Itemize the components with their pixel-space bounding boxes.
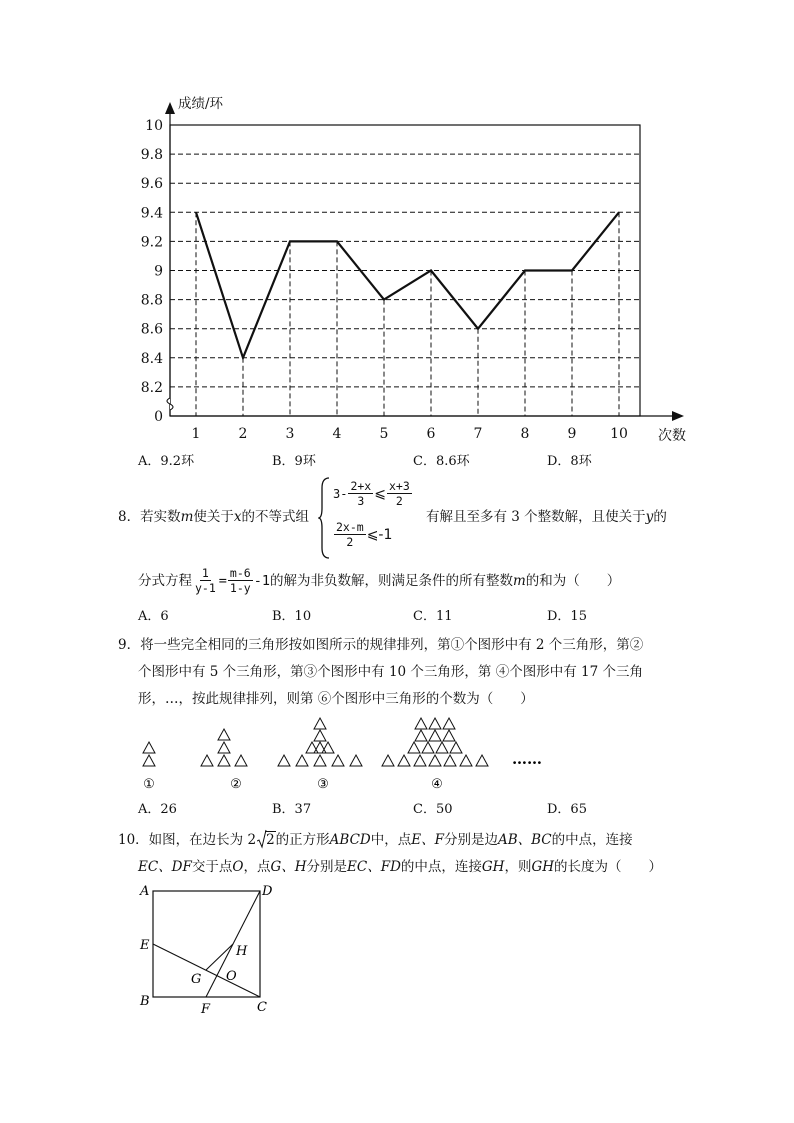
pattern-figure-1 <box>143 742 155 766</box>
inequality-1: 3- $\frac{2+x}{3}$ ⩽ $\frac{x+3}{2}$ <box>333 479 410 508</box>
square-geometry-figure <box>0 876 794 1026</box>
q8-stem-line1-tail: 有解且至多有 3 个整数解，且使关于y的 <box>426 509 667 525</box>
point-label-f: F <box>201 1002 211 1017</box>
y-tick-label: 8.2 <box>140 379 163 396</box>
q8-option-d[interactable]: D．15 <box>547 609 587 624</box>
x-tick-label: 10 <box>610 426 628 442</box>
y-tick-label: 9.4 <box>140 205 163 222</box>
q9-option-d[interactable]: D．65 <box>547 802 587 817</box>
y-tick-label: 10 <box>145 118 163 134</box>
y-tick-label: 0 <box>154 409 163 425</box>
y-tick-label: 9 <box>154 263 163 280</box>
q7-option-b[interactable]: B．9环 <box>272 454 316 469</box>
y-tick-label: 9.8 <box>140 147 163 164</box>
q9-stem-line3: 形，…，按此规律排列，则第 ⑥个图形中三角形的个数为（ ） <box>138 691 534 707</box>
sqrt-icon: 2 <box>257 830 276 850</box>
point-label-g: G <box>191 972 202 987</box>
q8-option-a[interactable]: A．6 <box>138 609 169 624</box>
triangle-pattern-figure <box>0 712 794 794</box>
x-tick-label: 3 <box>285 426 295 442</box>
point-label-d: D <box>262 884 273 899</box>
point-label-o: O <box>226 969 237 984</box>
q9-option-a[interactable]: A．26 <box>138 802 177 817</box>
segment-gh <box>206 944 233 970</box>
figure-label-1: ① <box>143 777 155 792</box>
q8-stem-line2: 分式方程 $\frac{1}{y-1}$ = $\frac{m-6}{1-y}$ -1 的解为非负数解，则满足条件的所有整数 m 的和为（ ） <box>138 566 621 595</box>
q8-option-c[interactable]: C．11 <box>413 609 453 624</box>
x-tick-label: 6 <box>426 426 436 442</box>
x-tick-label: 2 <box>238 426 248 442</box>
x-tick-label: 5 <box>379 426 389 442</box>
figure-label-3: ③ <box>317 777 329 792</box>
point-label-a: A <box>140 884 150 899</box>
point-label-e: E <box>140 938 150 953</box>
pattern-ellipsis: …… <box>512 750 542 768</box>
q8-option-b[interactable]: B．10 <box>272 609 312 624</box>
figure-label-4: ④ <box>431 777 443 792</box>
q9-stem-line2: 个图形中有 5 个三角形，第③个图形中有 10 个三角形，第 ④个图形中有 17 个三角 <box>138 664 643 680</box>
point-label-c: C <box>257 1000 267 1015</box>
x-tick-label: 4 <box>332 426 342 442</box>
point-label-b: B <box>140 994 150 1009</box>
x-tick-label: 7 <box>473 426 483 442</box>
axis-break-icon <box>167 398 173 410</box>
pattern-figure-3 <box>278 718 362 766</box>
system-brace-icon <box>318 476 332 560</box>
pattern-figure-2 <box>201 729 247 766</box>
x-axis-arrow-icon <box>672 411 684 421</box>
y-tick-label: 8.8 <box>140 292 163 309</box>
point-label-h: H <box>236 944 248 959</box>
inequality-2: $\frac{2x-m}{2}$ ⩽-1 <box>336 520 393 549</box>
q7-option-c[interactable]: C．8.6环 <box>413 454 470 469</box>
y-tick-label: 9.6 <box>140 176 163 193</box>
x-tick-label: 9 <box>567 426 577 442</box>
q10-stem-line1: 10．如图，在边长为 2 2 的正方形 ABCD 中，点 E、F 分别是边 AB、BC 的中点，连接 <box>118 832 633 848</box>
series-line <box>196 212 619 357</box>
score-line-chart <box>0 0 794 450</box>
y-axis-label: 成绩/环 <box>178 96 224 112</box>
y-axis-arrow-icon <box>165 102 175 114</box>
x-axis-label: 次数 <box>658 428 686 444</box>
y-tick-label: 8.6 <box>140 321 163 338</box>
q8-stem-line1: 8．若实数m使关于x的不等式组 <box>118 509 310 525</box>
x-tick-label: 8 <box>520 426 530 442</box>
q9-option-c[interactable]: C．50 <box>413 802 453 817</box>
pattern-figure-4 <box>382 718 488 766</box>
y-tick-label: 8.4 <box>140 350 163 367</box>
q9-option-b[interactable]: B．37 <box>272 802 312 817</box>
q7-option-a[interactable]: A．9.2环 <box>138 454 195 469</box>
figure-label-2: ② <box>230 777 242 792</box>
q9-stem-line1: 9．将一些完全相同的三角形按如图所示的规律排列，第①个图形中有 2 个三角形，第② <box>118 637 644 653</box>
y-tick-label: 9.2 <box>140 234 163 251</box>
q10-stem-line2: EC、DF交于点O，点G、H分别是EC、FD的中点，连接GH，则GH的长度为（ ） <box>138 859 663 875</box>
x-tick-label: 1 <box>191 426 201 442</box>
q7-option-d[interactable]: D．8环 <box>547 454 592 469</box>
